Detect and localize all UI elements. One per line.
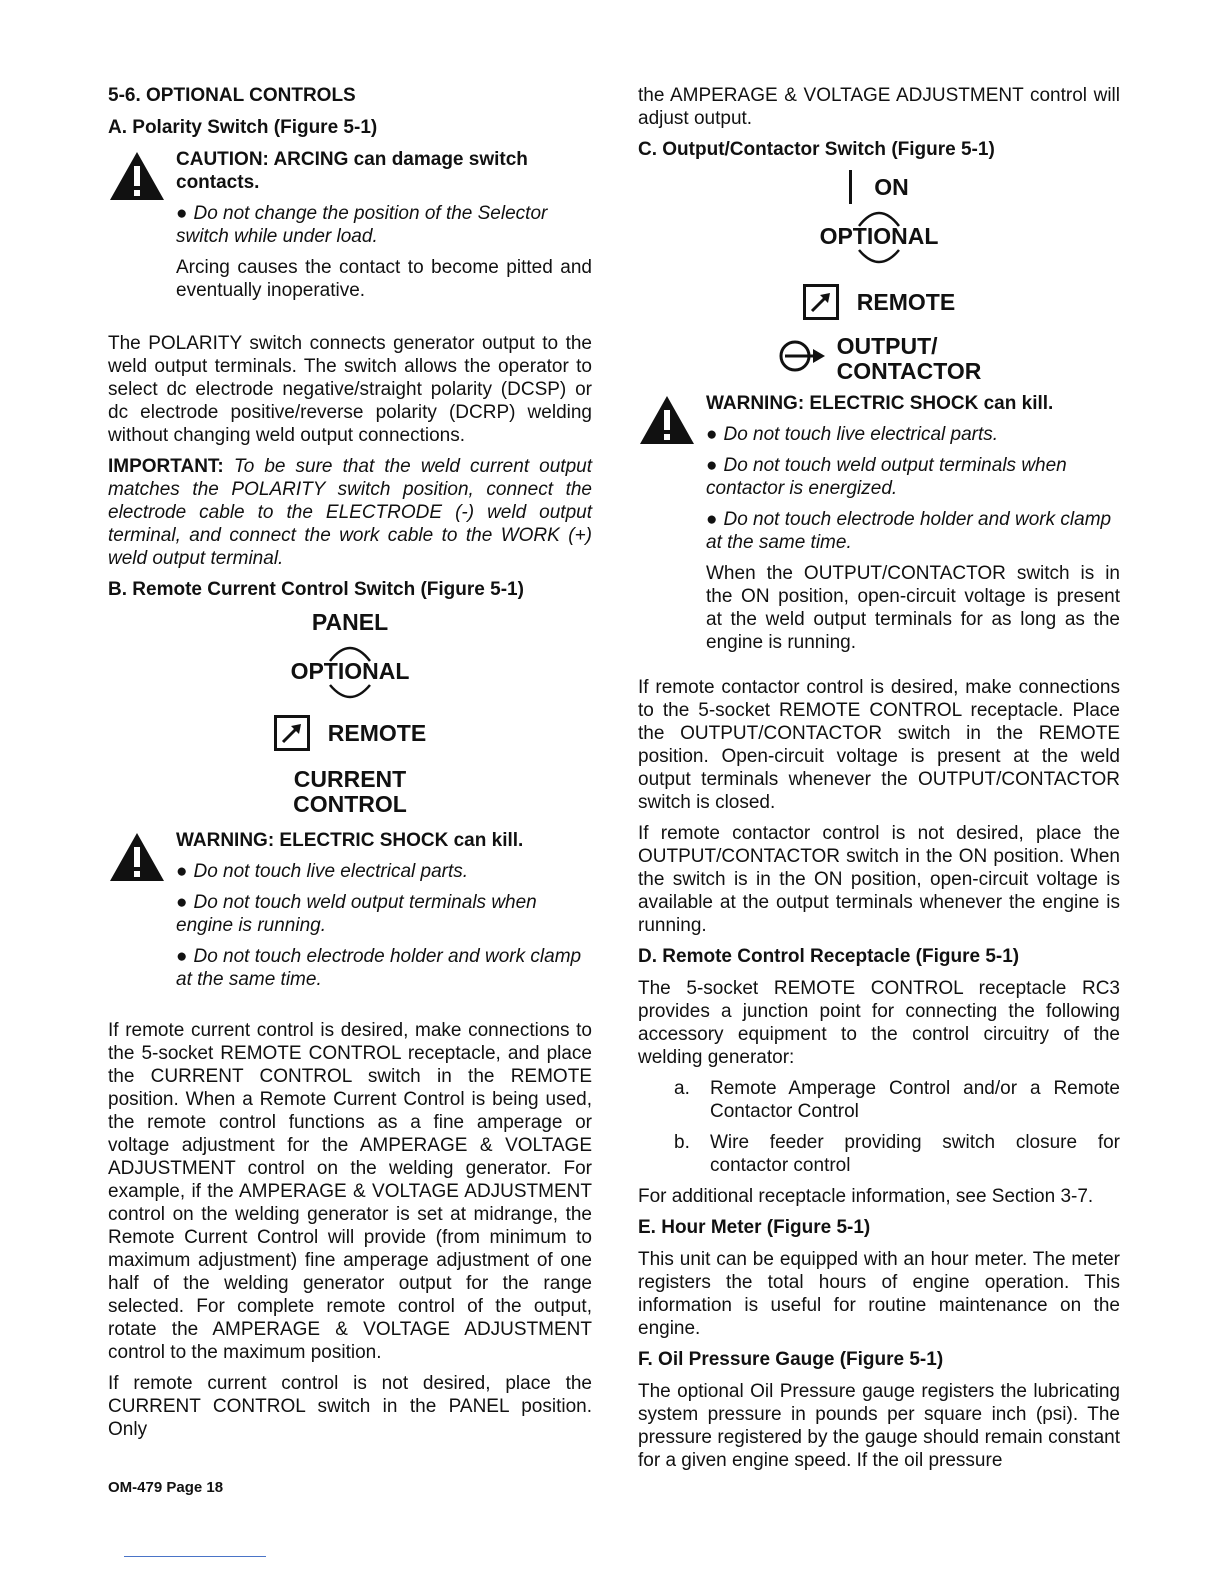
- panel-label: PANEL: [311, 609, 389, 635]
- output-contactor-icon: [777, 334, 827, 374]
- optional-symbol: [820, 204, 939, 266]
- heading-a: A. Polarity Switch (Figure 5-1): [108, 117, 378, 138]
- arc-up-icon: [857, 208, 901, 228]
- divider: [124, 1556, 266, 1557]
- not-desired-paragraph: If remote current control is not desired, place the CURRENT CONTROL switch in the PANEL position. Only: [108, 1373, 592, 1440]
- caution-text: Arcing causes the contact to become pitted and eventually inoperative.: [176, 257, 592, 301]
- warning-text: When the OUTPUT/CONTACTOR switch is in the ON position, open-circuit voltage is present at the weld output terminals for as long as the engine is running.: [706, 563, 1120, 653]
- optional-symbol: [291, 639, 410, 701]
- warning-bullet: ● Do not touch live electrical parts.: [176, 861, 469, 882]
- continued-paragraph: the AMPERAGE & VOLTAGE ADJUSTMENT control will adjust output.: [638, 85, 1120, 129]
- warning-heading: WARNING: ELECTRIC SHOCK can kill.: [176, 830, 524, 851]
- receptacle-paragraph: The 5-socket REMOTE CONTROL receptacle RC3 provides a junction point for connecting the following accessory equipment to the control circuitry of the welding generator:: [638, 978, 1120, 1068]
- contactor-paragraph-1: If remote contactor control is desired, make connections to the 5-socket REMOTE CONTROL receptacle. Place the OUTPUT/CONTACTOR switch in the REMOTE position. Open-circuit voltage is present at the weld output terminals whenever the OUTPUT/CONTACTOR switch is closed.: [638, 677, 1120, 813]
- remote-label: REMOTE: [856, 288, 956, 315]
- receptacle-more: For additional receptacle information, see Section 3-7.: [638, 1186, 1094, 1207]
- left-column: [108, 84, 592, 1449]
- caution-heading: CAUTION: ARCING can damage switch contacts.: [176, 149, 528, 193]
- warning-triangle-icon: [108, 150, 166, 202]
- on-symbol: [638, 170, 1120, 204]
- caution-box: [108, 148, 592, 302]
- warning-heading: WARNING: ELECTRIC SHOCK can kill.: [706, 393, 1054, 414]
- warning-bullet: ● Do not touch electrode holder and work clamp at the same time.: [706, 509, 1112, 553]
- warning-bullet: ● Do not touch weld output terminals when contactor is energized.: [706, 455, 1067, 499]
- optional-label: OPTIONAL: [819, 223, 939, 249]
- remote-symbol: [108, 715, 592, 751]
- heading-c: C. Output/Contactor Switch (Figure 5-1): [638, 139, 995, 160]
- warning-bullet: ● Do not touch weld output terminals when engine is running.: [176, 892, 537, 936]
- heading-e: E. Hour Meter (Figure 5-1): [638, 1217, 871, 1238]
- important-note: IMPORTANT: To be sure that the weld current output matches the POLARITY switch position, connect the electrode cable to the ELECTRODE (-) weld output terminal, and connect the work cable to the WORK (+) weld output terminal.: [108, 456, 592, 569]
- polarity-paragraph: The POLARITY switch connects generator output to the weld output terminals. The switch allows the operator to select dc electrode negative/straight polarity (DCSP) or dc electrode positive/reverse polarity (DCRP) welding without changing weld output connections.: [108, 333, 592, 446]
- optional-label: OPTIONAL: [290, 658, 410, 684]
- contactor-paragraph-2: If remote contactor control is not desired, place the OUTPUT/CONTACTOR switch in the ON position. When the switch is in the ON position, open-circuit voltage is available at the output terminals whenever the engine is running.: [638, 823, 1120, 936]
- warning-box-right: [638, 392, 1120, 654]
- output-contactor-label: OUTPUT/ CONTACTOR: [836, 333, 982, 384]
- warning-triangle-icon: [108, 831, 166, 883]
- remote-arrow-icon: [803, 284, 839, 320]
- hour-meter-paragraph: This unit can be equipped with an hour meter. The meter registers the total hours of engine operation. This information is useful for routine maintenance on the engine.: [638, 1249, 1120, 1339]
- on-label: ON: [874, 173, 909, 200]
- right-column: [638, 84, 1120, 1480]
- caution-bullet: ● Do not change the position of the Selector switch while under load.: [176, 203, 548, 247]
- page-footer: OM-479 Page 18: [108, 1479, 224, 1496]
- on-bar-icon: [849, 170, 852, 204]
- heading-f: F. Oil Pressure Gauge (Figure 5-1): [638, 1349, 944, 1370]
- remote-arrow-icon: [274, 715, 310, 751]
- current-control-label: CURRENT CONTROL: [293, 766, 407, 817]
- warning-box-left: [108, 829, 592, 991]
- remote-symbol: [638, 284, 1120, 320]
- section-title: 5-6. OPTIONAL CONTROLS: [108, 85, 356, 106]
- warning-triangle-icon: [638, 394, 696, 446]
- arc-down-icon: [328, 683, 372, 701]
- arc-down-icon: [857, 248, 901, 266]
- list-item: a. Remote Amperage Control and/or a Remote Contactor Control: [674, 1078, 1120, 1122]
- warning-bullet: ● Do not touch live electrical parts.: [706, 424, 999, 445]
- oil-pressure-paragraph: The optional Oil Pressure gauge registers the lubricating system pressure in pounds per square inch (psi). The pressure registered by the gauge should remain constant for a given engine speed. If the oil pressure: [638, 1381, 1120, 1471]
- remote-label: REMOTE: [327, 719, 427, 746]
- warning-bullet: ● Do not touch electrode holder and work clamp at the same time.: [176, 946, 582, 990]
- heading-d: D. Remote Control Receptacle (Figure 5-1): [638, 946, 1020, 967]
- output-contactor-symbol: [638, 334, 1120, 384]
- heading-b: B. Remote Current Control Switch (Figure 5-1): [108, 579, 524, 600]
- arc-up-icon: [328, 643, 372, 663]
- remote-current-paragraph: If remote current control is desired, make connections to the 5-socket REMOTE CONTROL receptacle, and place the CURRENT CONTROL switch in the REMOTE position. When a Remote Current Control is being used, the remote control functions as a fine amperage or voltage adjustment for the AMPERAGE & VOLTAGE ADJUSTMENT control on the welding generator. For example, if the AMPERAGE & VOLTAGE ADJUSTMENT control on the welding generator is set at midrange, the Remote Current Control will provide (from minimum to maximum adjustment) fine amperage adjustment of one half of the welding generator output for the range selected. For complete remote control of the output, rotate the AMPERAGE & VOLTAGE ADJUSTMENT control to the maximum position.: [108, 1020, 592, 1363]
- list-item: b. Wire feeder providing switch closure for contactor control: [674, 1132, 1120, 1176]
